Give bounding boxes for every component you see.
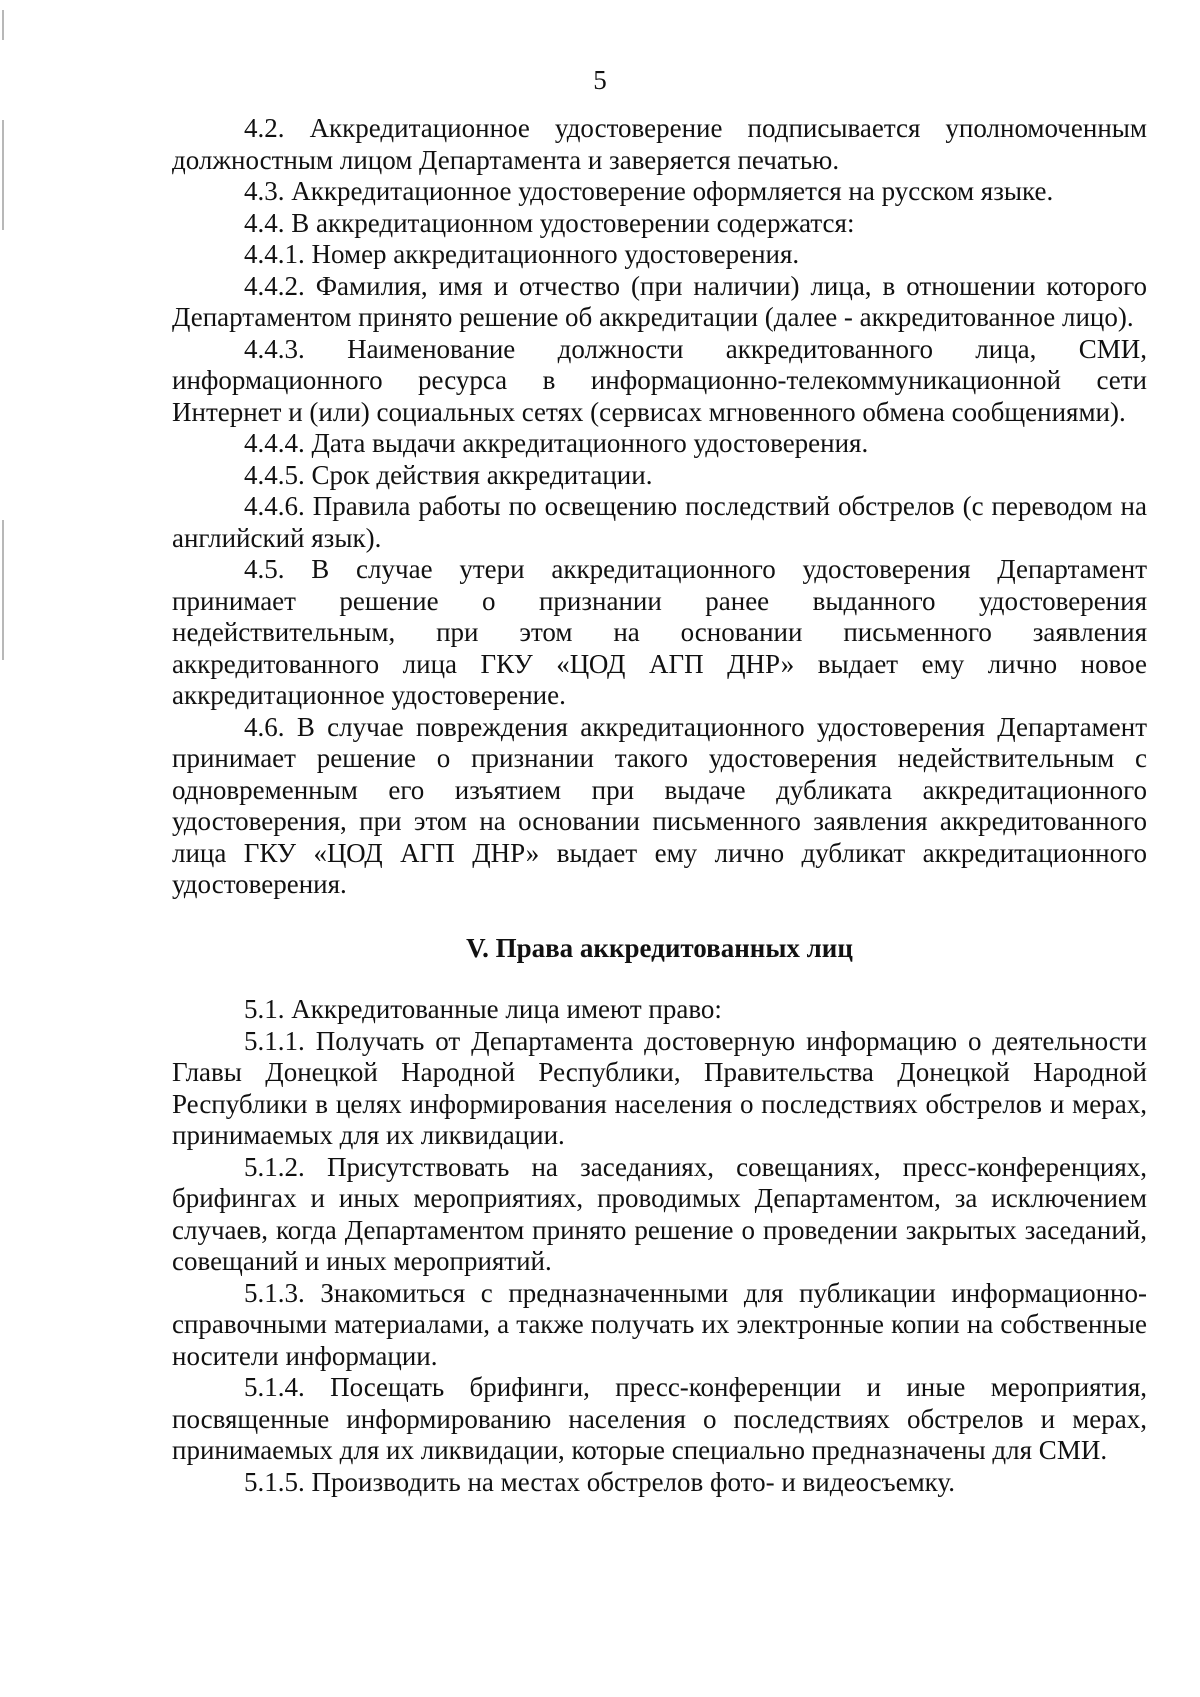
- scan-edge-mark: [2, 120, 4, 230]
- paragraph-4-4-2: 4.4.2. Фамилия, имя и отчество (при наличии) лица, в отношении которого Департаментом принято решение об аккредитации (далее - аккредитованное лицо).: [172, 270, 1147, 332]
- paragraph-5-1-5: 5.1.5. Производить на местах обстрелов фото- и видеосъемку.: [244, 1466, 955, 1497]
- paragraph-4-4-1: 4.4.1. Номер аккредитационного удостоверения.: [244, 239, 800, 269]
- paragraph-5-1-1: 5.1.1. Получать от Департамента достоверную информацию о деятельности Главы Донецкой Народной Республики, Правительства Донецкой Народной Республики в целях информирования населения о последствиях обстрелов и мерах, принимаемых для их ликвидации.: [172, 1025, 1147, 1150]
- scan-edge-mark: [2, 520, 4, 660]
- paragraph-4-4-6: 4.4.6. Правила работы по освещению последствий обстрелов (с переводом на английский язык).: [172, 491, 1147, 553]
- paragraph-5-1-3: 5.1.3. Знакомиться с предназначенными для публикации информационно-справочными материалами, а также получать их электронные копии на собственные носители информации.: [172, 1277, 1147, 1371]
- paragraph-4-3: 4.3. Аккредитационное удостоверение оформляется на русском языке.: [244, 176, 1054, 206]
- paragraph-4-4: 4.4. В аккредитационном удостоверении содержатся:: [244, 207, 855, 238]
- scan-edge-mark: [2, 10, 4, 40]
- paragraph-4-2: 4.2. Аккредитационное удостоверение подписывается уполномоченным должностным лицом Департамента и заверяется печатью.: [172, 113, 1147, 175]
- paragraph-5-1: 5.1. Аккредитованные лица имеют право:: [244, 994, 722, 1024]
- paragraph-4-4-3: 4.4.3. Наименование должности аккредитованного лица, СМИ, информационного ресурса в информационно-телекоммуникационной сети Интернет и (или) социальных сетях (сервисах мгновенного обмена сообщениями).: [172, 333, 1147, 427]
- paragraph-4-4-4: 4.4.4. Дата выдачи аккредитационного удостоверения.: [244, 428, 869, 458]
- document-body: [172, 113, 1147, 1498]
- page-number: 5: [593, 65, 607, 95]
- paragraph-5-1-2: 5.1.2. Присутствовать на заседаниях, совещаниях, пресс-конференциях, брифингах и иных мероприятиях, проводимых Департаментом, за исключением случаев, когда Департаментом принято решение о проведении закрытых заседаний, совещаний и иных мероприятий.: [172, 1151, 1147, 1276]
- paragraph-4-6: 4.6. В случае повреждения аккредитационного удостоверения Департамент принимает решение о признании такого удостоверения недействительным с одновременным его изъятием при выдаче дубликата аккредитационного удостоверения, при этом на основании письменного заявления аккредитованного лица ГКУ «ЦОД АГП ДНР» выдает ему лично дубликат аккредитационного удостоверения.: [172, 711, 1147, 899]
- paragraph-5-1-4: 5.1.4. Посещать брифинги, пресс-конференции и иные мероприятия, посвященные информированию населения о последствиях обстрелов и мерах, принимаемых для их ликвидации, которые специально предназначены для СМИ.: [172, 1372, 1147, 1465]
- paragraph-4-4-5: 4.4.5. Срок действия аккредитации.: [244, 459, 653, 490]
- section-title: V. Права аккредитованных лиц: [466, 932, 853, 963]
- paragraph-4-5: 4.5. В случае утери аккредитационного удостоверения Департамент принимает решение о признании ранее выданного удостоверения недействительным, при этом на основании письменного заявления аккредитованного лица ГКУ «ЦОД АГП ДНР» выдает ему лично новое аккредитационное удостоверение.: [172, 554, 1147, 710]
